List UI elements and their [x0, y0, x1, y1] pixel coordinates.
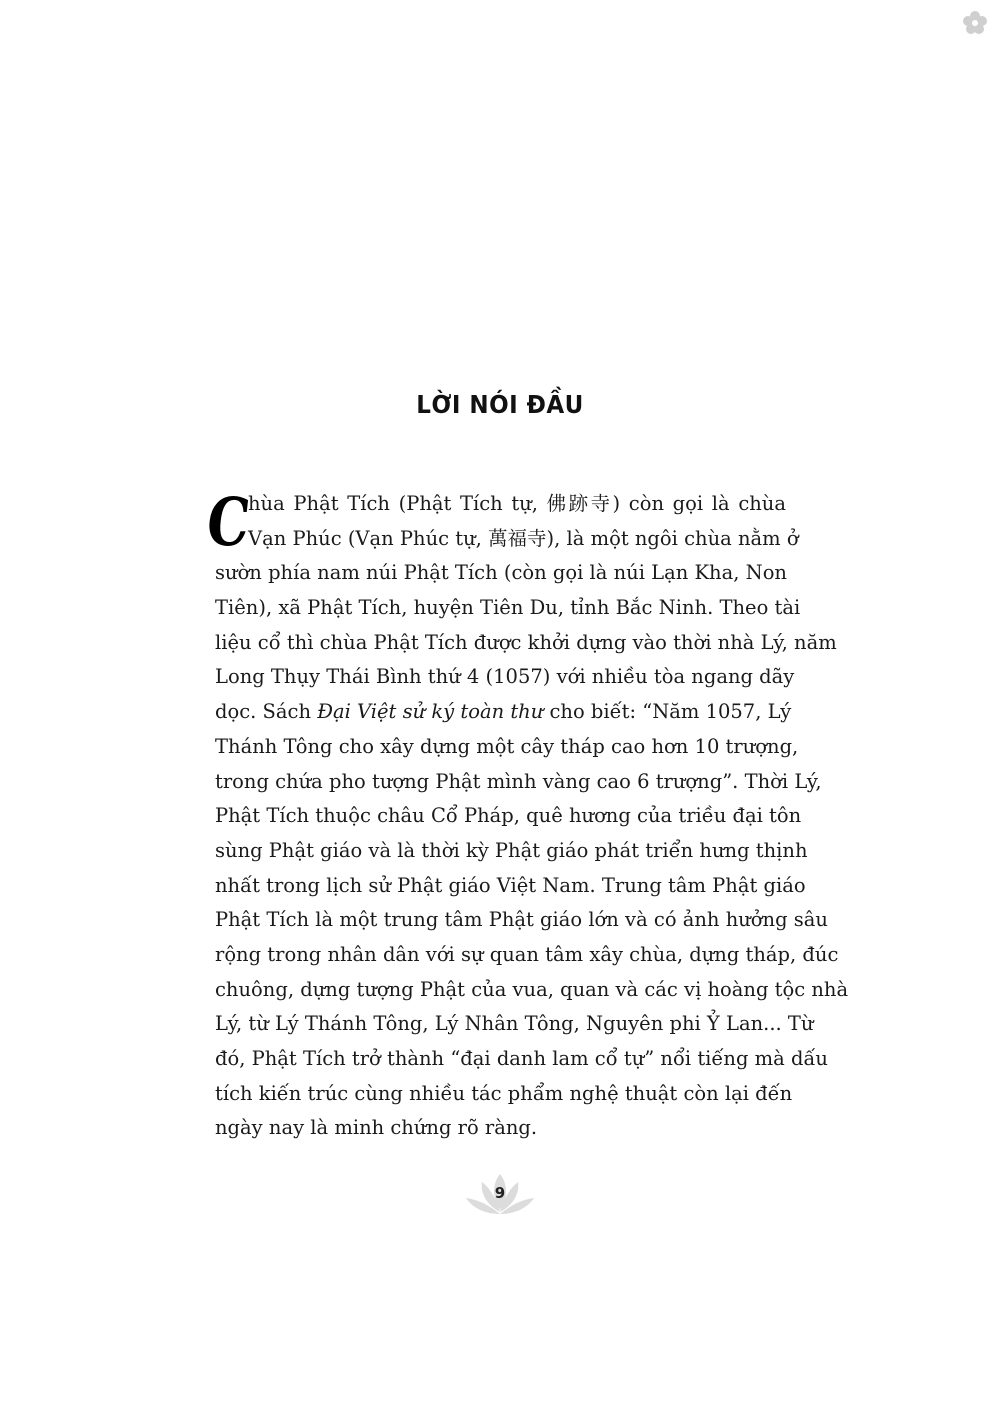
text-line: hùa Phật Tích (Phật Tích tự, 佛跡寺) còn gọi là chùa: [248, 492, 786, 515]
text-line: chuông, dựng tượng Phật của vua, quan và các vị hoàng tộc nhà: [215, 977, 849, 1001]
text-line: [215, 695, 792, 730]
page-number: 9: [494, 1184, 506, 1202]
text-line: liệu cổ thì chùa Phật Tích được khởi dựng vào thời nhà Lý, năm: [215, 630, 837, 654]
text-line: Tiên), xã Phật Tích, huyện Tiên Du, tỉnh Bắc Ninh. Theo tài: [215, 596, 801, 620]
drop-cap: C: [202, 483, 254, 561]
text-segment: cho biết: “Năm 1057, Lý: [543, 700, 792, 724]
text-line: trong chứa pho tượng Phật mình vàng cao 6 trượng”. Thời Lý,: [215, 769, 822, 793]
text-line: sườn phía nam núi Phật Tích (còn gọi là núi Lạn Kha, Non: [215, 561, 787, 585]
text-line: Thánh Tông cho xây dựng một cây tháp cao hơn 10 trượng,: [215, 734, 799, 758]
text-line: Phật Tích là một trung tâm Phật giáo lớn và có ảnh hưởng sâu: [215, 908, 828, 932]
lotus-ornament-icon: [962, 10, 988, 36]
book-title-italic: Đại Việt sử ký toàn thư: [317, 700, 544, 724]
text-line: Lý, từ Lý Thánh Tông, Lý Nhân Tông, Nguyên phi Ỷ Lan... Từ: [215, 1012, 814, 1036]
text-line: tích kiến trúc cùng nhiều tác phẩm nghệ thuật còn lại đến: [215, 1081, 793, 1105]
page-number-block: [460, 1170, 540, 1218]
page-title: LỜI NÓI ĐẦU: [416, 390, 584, 419]
preface-body: [202, 483, 849, 1146]
text-line: nhất trong lịch sử Phật giáo Việt Nam. Trung tâm Phật giáo: [215, 873, 806, 897]
text-line: sùng Phật giáo và là thời kỳ Phật giáo phát triển hưng thịnh: [215, 838, 808, 862]
text-segment: dọc. Sách: [215, 700, 318, 724]
text-line: đó, Phật Tích trở thành “đại danh lam cổ tự” nổi tiếng mà dấu: [215, 1047, 828, 1070]
text-line: Phật Tích thuộc châu Cổ Pháp, quê hương của triều đại tôn: [215, 804, 802, 828]
text-line: ngày nay là minh chứng rõ ràng.: [215, 1116, 538, 1140]
text-line: Long Thụy Thái Bình thứ 4 (1057) với nhiều tòa ngang dãy: [215, 665, 795, 689]
text-line: Vạn Phúc (Vạn Phúc tự, 萬福寺), là một ngôi chùa nằm ở: [248, 526, 799, 550]
text-line: rộng trong nhân dân với sự quan tâm xây chùa, dựng tháp, đúc: [215, 942, 839, 966]
